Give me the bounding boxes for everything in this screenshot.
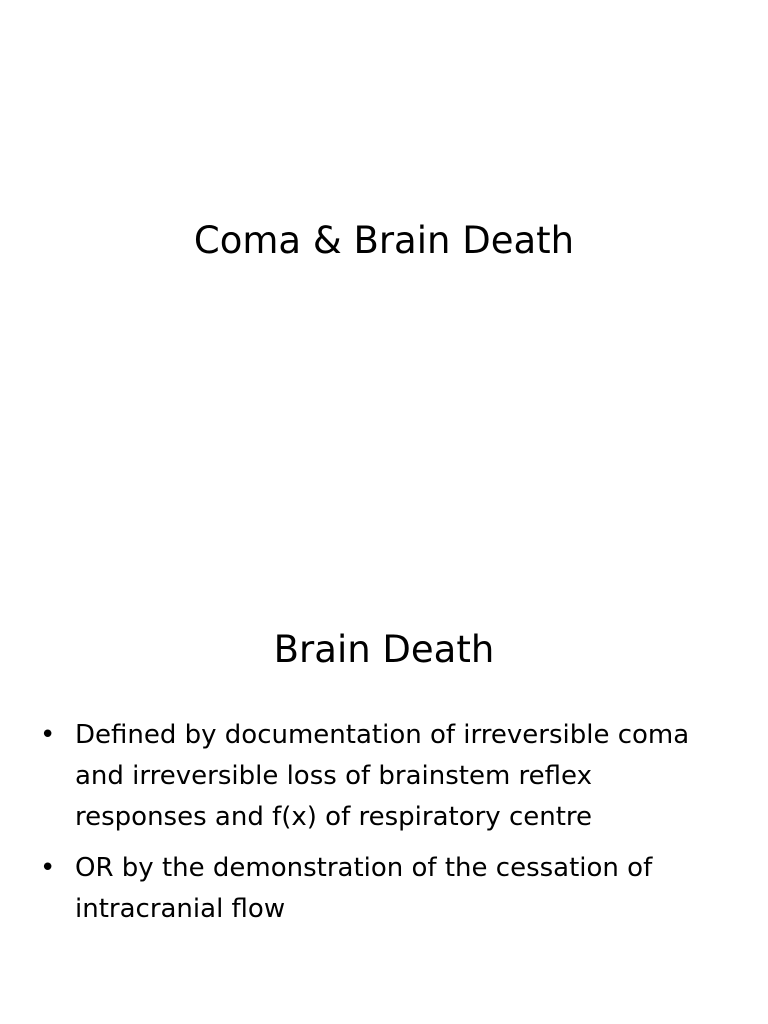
bullet-text: OR by the demonstration of the cessation of intracranial flow: [75, 853, 653, 924]
bullet-list: [40, 715, 730, 940]
bullet-item: [40, 715, 730, 838]
bullet-text: Defined by documentation of irreversible coma and irreversible loss of brainstem reflex responses and f(x) of respiratory centre: [75, 720, 690, 832]
bullet-marker: •: [40, 853, 56, 883]
bullet-item: [40, 848, 730, 930]
bullet-marker: •: [40, 720, 56, 750]
slide-heading: Brain Death: [273, 628, 495, 671]
content-slide: [0, 512, 768, 1024]
slide-title: Coma & Brain Death: [193, 219, 575, 262]
